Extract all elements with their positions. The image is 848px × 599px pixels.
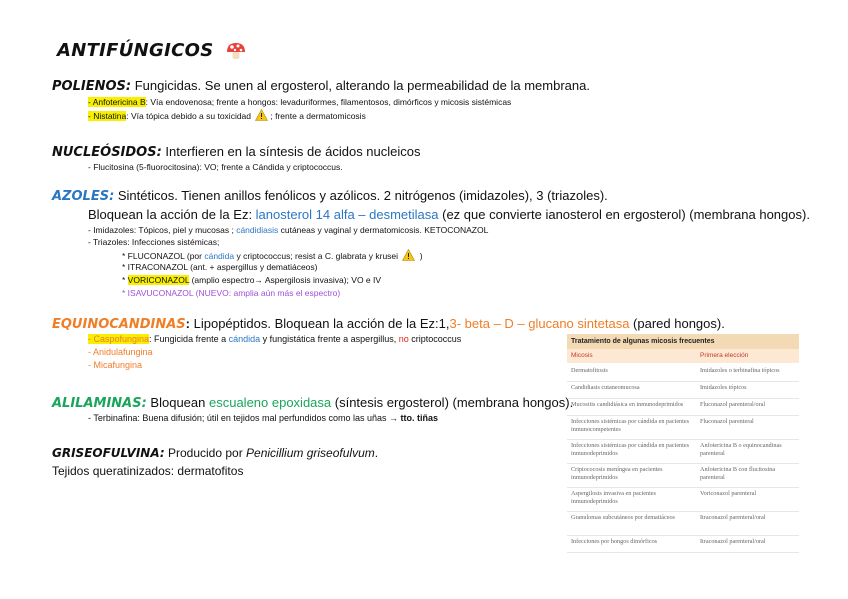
caspofungina-c: criptococcus [408, 334, 462, 344]
table-cell-micosis: Granulomas subcutáneos por dematiáceos [571, 514, 675, 521]
nistatina-label: - Nistatina [88, 111, 127, 121]
polienos-line [52, 78, 590, 94]
nucleosidos-desc: Interfieren en la síntesis de ácidos nucleicos [161, 144, 421, 159]
voriconazol-desc: (amplio espectro→ Aspergilosis invasiva); VO e IV [189, 275, 382, 285]
table-cell-tratamiento: Itraconazol parenteral/oral [700, 538, 766, 545]
table-cell-tratamiento: Itraconazol parenteral/oral [700, 514, 766, 521]
table-row [567, 439, 799, 464]
triazoles-line: - Triazoles: Infecciones sistémicas; [88, 237, 220, 247]
fluconazol-c: ) [417, 251, 423, 261]
terbinafina-a: - Terbinafina: Buena difusión; útil en tejidos mal perfundidos como las uñas → [88, 413, 401, 423]
equinocandinas-colon: : [185, 316, 191, 331]
caspofungina-line [88, 334, 461, 344]
griseofulvina-desc-b: . [374, 446, 379, 460]
polienos-heading: POLIENOS: [52, 79, 132, 94]
table-cell-micosis: Candidiasis cutaneomucosa [571, 384, 640, 391]
table-cell-micosis: Infecciones por hongos dimórficos [571, 538, 658, 545]
fluconazol-candida: cándida [204, 251, 235, 261]
voriconazol-bullet: * [122, 275, 128, 285]
table-cell-tratamiento: Imidazoles o terbinafina tópicos [700, 367, 780, 374]
azoles-mechanism-line [88, 207, 810, 222]
table-col-micosis: Micosis [571, 352, 593, 359]
equinocandinas-desc-b: (pared hongos). [629, 316, 725, 331]
alilaminas-line [52, 395, 573, 411]
fluconazol-a: * FLUCONAZOL (por [122, 251, 205, 261]
table-cell-tratamiento: Fluconazol parenteral/oral [700, 401, 766, 408]
anfotericina-label: - Anfotericina B [88, 97, 146, 107]
caspofungina-b: y fungistática frente a aspergillus, [260, 334, 399, 344]
table-row [567, 415, 799, 440]
fluconazol-line [122, 249, 423, 261]
table-row [567, 364, 799, 382]
table-cell-micosis: Aspergilosis invasiva en pacientes inmunodeprimidos [571, 490, 656, 505]
table-caption: Tratamiento de algunas micosis frecuentes [567, 334, 799, 349]
anfotericina-line [88, 97, 511, 107]
itraconazol-line: * ITRACONAZOL (ant. + aspergillus y dematiáceos) [122, 262, 318, 272]
nucleosidos-line [52, 144, 421, 160]
equinocandinas-heading: EQUINOCANDINAS [52, 317, 186, 332]
fluconazol-b: y criptococcus; resist a C. glabrata y krusei [234, 251, 399, 261]
flucitosina-line: - Flucitosina (5-fluorocitosina): VO; frente a Cándida y criptococcus. [88, 162, 343, 172]
griseofulvina-line [52, 446, 378, 460]
alilaminas-desc-b: (síntesis ergosterol) (membrana hongos). [331, 395, 574, 410]
table-row [567, 511, 799, 536]
azoles-enzyme: lanosterol 14 alfa – desmetilasa [255, 207, 439, 222]
griseofulvina-line-2: Tejidos queratinizados: dermatofitos [52, 464, 244, 478]
terbinafina-line [88, 413, 438, 423]
azoles-mech-b: (ez que convierte ianosterol en ergosterol) (membrana hongos). [438, 207, 810, 222]
warning-icon [255, 109, 268, 121]
table-cell-micosis: Mucositis candidiásica en inmunodeprimidos [571, 401, 684, 408]
imidazoles-a: - Imidazoles: Tópicos, piel y mucosas ; [88, 225, 237, 235]
equinocandinas-line [52, 316, 725, 332]
table-cell-tratamiento: Imidazoles tópicos [700, 384, 747, 391]
table-cell-tratamiento: Voriconazol parenteral [700, 490, 757, 497]
table-row [567, 398, 799, 416]
nucleosidos-heading: NUCLEÓSIDOS: [52, 145, 162, 160]
alilaminas-desc-a: Bloquean [146, 395, 209, 410]
equinocandinas-desc-a: Lipopéptidos. Bloquean la acción de la Ez:1, [190, 316, 450, 331]
nistatina-desc: : Vía tópica debido a su toxicidad [126, 111, 252, 121]
azoles-heading: AZOLES: [52, 189, 115, 204]
table-cell-micosis: Criptococosis meníngea en pacientes inmunodeprimidos [571, 466, 663, 481]
table-cell-tratamiento: Anfotericina B con flucitosina parenteral [700, 466, 776, 481]
nistatina-line [88, 109, 366, 121]
polienos-desc: Fungicidas. Se unen al ergosterol, alterando la permeabilidad de la membrana. [131, 78, 590, 93]
griseofulvina-species: Penicillium griseofulvum [246, 446, 375, 460]
mushroom-icon [226, 42, 246, 60]
griseofulvina-heading: GRISEOFULVINA: [52, 446, 165, 460]
caspofungina-label: - Caspofungina [88, 334, 150, 344]
table-cell-micosis: Dermatofitosis [571, 367, 608, 374]
azoles-desc: Sintéticos. Tienen anillos fenólicos y azólicos. 2 nitrógenos (imidazoles), 3 (triazoles). [114, 188, 608, 203]
alilaminas-heading: ALILAMINAS: [52, 396, 147, 411]
azoles-line [52, 188, 608, 204]
table-cell-tratamiento: Fluconazol parenteral [700, 418, 754, 425]
imidazoles-b: cutáneas y vaginal y dermatomicosis. KETOCONAZOL [278, 225, 489, 235]
table-row [567, 535, 799, 553]
table-cell-micosis: Infecciones sistémicas por cándida en pacientes inmunocompetentes [571, 418, 690, 433]
micafungina-line: - Micafungina [88, 360, 143, 370]
alilaminas-enzyme: escualeno epoxidasa [208, 395, 332, 410]
caspofungina-candida: cándida [228, 334, 261, 344]
griseofulvina-desc-a: Producido por [164, 446, 247, 460]
page-title-text: ANTIFÚNGICOS [57, 40, 214, 61]
voriconazol-line [122, 275, 381, 285]
terbinafina-b: tto. tiñas [400, 413, 439, 423]
anfotericina-desc: : Vía endovenosa; frente a hongos: levaduriformes, filamentosos, dimórficos y micosis sistémicas [145, 97, 512, 107]
equinocandinas-enzyme: 3- beta – D – glucano sintetasa [449, 316, 630, 331]
table-row [567, 487, 799, 512]
imidazoles-candidiasis: cándidiasis [236, 225, 279, 235]
caspofungina-a: : Fungicida frente a [149, 334, 229, 344]
imidazoles-line [88, 225, 488, 235]
warning-icon [402, 249, 415, 261]
isavuconazol-line: * ISAVUCONAZOL (NUEVO: amplia aún más el espectro) [122, 288, 341, 298]
table-row [567, 381, 799, 399]
voriconazol-label: VORICONAZOL [127, 275, 190, 285]
anidulafungina-line: - Anidulafungina [88, 347, 153, 357]
table-cell-micosis: Infecciones sistémicas por cándida en pacientes inmunodeprimidos [571, 442, 690, 457]
page-title [57, 40, 246, 61]
nistatina-desc-2: ; frente a dermatomicosis [270, 111, 366, 121]
table-cell-tratamiento: Anfotericina B o equinocandinas parenteral [700, 442, 782, 457]
table-header [567, 349, 799, 363]
table-col-tratamiento: Primera elección [700, 352, 749, 359]
caspofungina-no: no [398, 334, 409, 344]
azoles-mech-a: Bloquean la acción de la Ez: [88, 207, 256, 222]
table-row [567, 463, 799, 488]
